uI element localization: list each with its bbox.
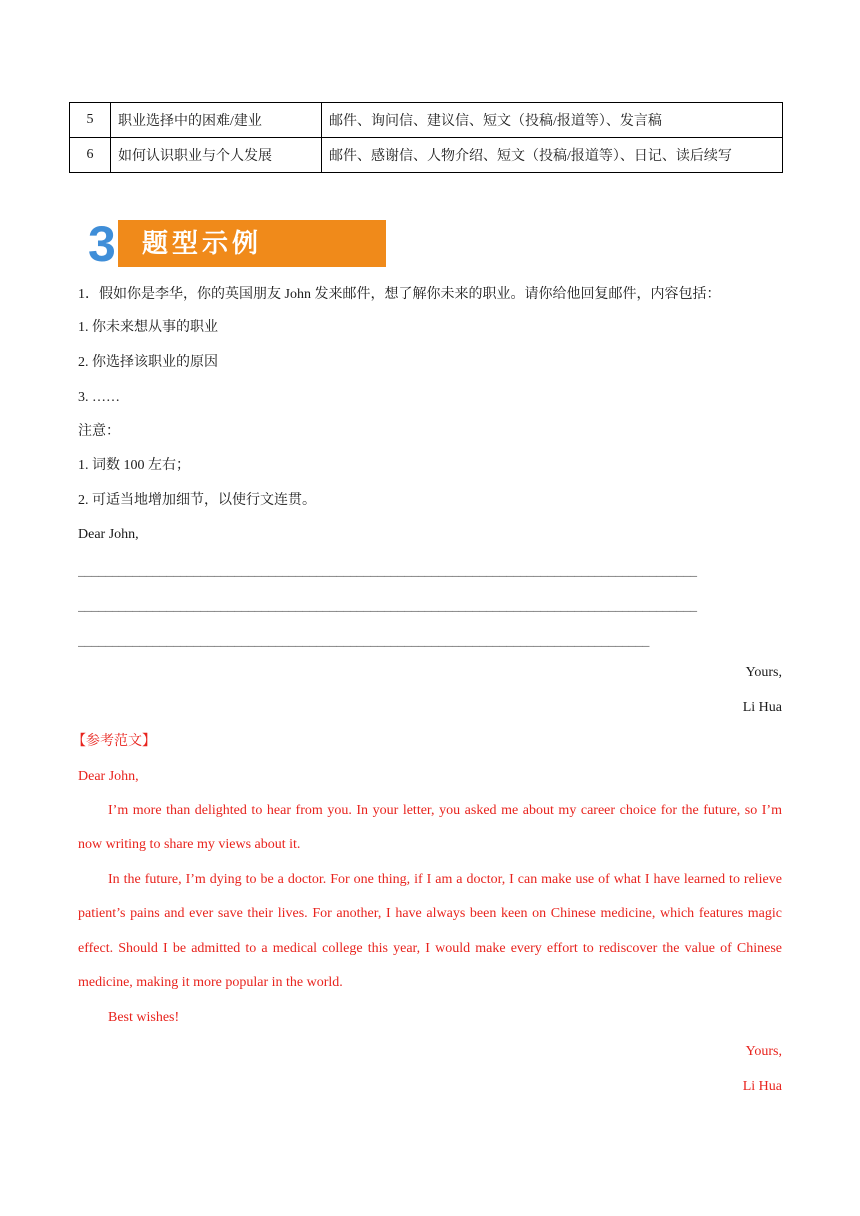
row-writing-types: 邮件、询问信、建议信、短文（投稿/报道等）、发言稿 <box>322 103 783 138</box>
letter-salutation: Dear John, <box>78 527 139 542</box>
task-point: 1. 你未来想从事的职业 <box>78 320 218 335</box>
sample-paragraph: In the future, I’m dying to be a doctor. For one thing, if I am a doctor, I can make use of what I have learned to relieve patient’s pains and ever save their lives. For another, I have always been keen on Chinese medicine, which features magic effect. Should I be admitted to a medical college this year, I would make every effort to rediscover the value of Chinese medicine, making it more popular in the world. <box>78 872 782 990</box>
row-number: 6 <box>70 138 111 173</box>
table-row <box>70 138 783 173</box>
topic-table <box>69 102 783 173</box>
task-prompt: 1．假如你是李华，你的英国朋友 John 发来邮件，想了解你未来的职业。请你给他回复邮件，内容包括： <box>78 287 721 302</box>
section-number: 3 <box>88 216 115 272</box>
sample-paragraph: I’m more than delighted to hear from you. In your letter, you asked me about my career choice for the future, so I’m now writing to share my views about it. <box>78 803 782 853</box>
section-title: 题型示例 <box>142 229 263 259</box>
row-topic: 职业选择中的困难/建业 <box>111 103 322 138</box>
note-item: 2. 可适当地增加细节，以使行文连贯。 <box>78 493 316 508</box>
letter-signature: Li Hua <box>742 700 782 715</box>
writing-blank-line: ____________________________________________________________________________________ <box>78 634 650 649</box>
sample-paragraph: Best wishes! <box>108 1010 180 1025</box>
row-writing-types: 邮件、感谢信、人物介绍、短文（投稿/报道等）、日记、读后续写 <box>322 138 783 173</box>
writing-blank-line: ___________________________________________________________________________________________ <box>78 564 697 579</box>
note-label: 注意： <box>78 424 120 439</box>
table-row <box>70 103 783 138</box>
note-item: 1. 词数 100 左右； <box>78 458 190 473</box>
writing-blank-line: ___________________________________________________________________________________________ <box>78 599 697 614</box>
row-topic: 如何认识职业与个人发展 <box>111 138 322 173</box>
sample-signature: Li Hua <box>742 1079 782 1094</box>
sample-salutation: Dear John, <box>78 769 139 784</box>
section-heading <box>88 214 300 274</box>
row-number: 5 <box>70 103 111 138</box>
task-point: 2. 你选择该职业的原因 <box>78 355 218 370</box>
letter-closing: Yours, <box>745 665 782 680</box>
sample-label: 【参考范文】 <box>72 734 156 749</box>
task-point: 3. …… <box>78 390 120 405</box>
sample-closing: Yours, <box>745 1044 782 1059</box>
